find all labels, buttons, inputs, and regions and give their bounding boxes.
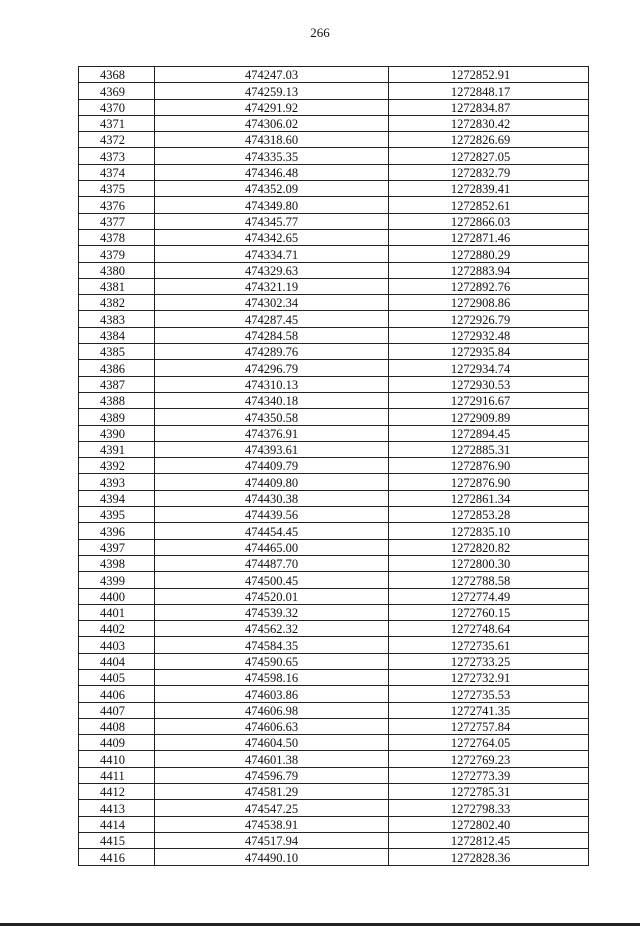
table-row — [79, 99, 589, 115]
y-coordinate-cell: 1272852.91 — [389, 67, 589, 83]
coordinate-table — [78, 66, 589, 866]
x-coordinate-cell: 474321.19 — [155, 278, 389, 294]
table-row — [79, 751, 589, 767]
point-number-cell: 4413 — [79, 800, 155, 816]
x-coordinate-cell: 474310.13 — [155, 376, 389, 392]
table-row — [79, 718, 589, 734]
point-number-cell: 4407 — [79, 702, 155, 718]
y-coordinate-cell: 1272828.36 — [389, 849, 589, 865]
point-number-cell: 4396 — [79, 523, 155, 539]
table-row — [79, 784, 589, 800]
y-coordinate-cell: 1272812.45 — [389, 832, 589, 848]
y-coordinate-cell: 1272748.64 — [389, 621, 589, 637]
x-coordinate-cell: 474517.94 — [155, 832, 389, 848]
x-coordinate-cell: 474259.13 — [155, 83, 389, 99]
y-coordinate-cell: 1272741.35 — [389, 702, 589, 718]
table-row — [79, 278, 589, 294]
y-coordinate-cell: 1272798.33 — [389, 800, 589, 816]
x-coordinate-cell: 474581.29 — [155, 784, 389, 800]
table-row — [79, 767, 589, 783]
point-number-cell: 4384 — [79, 327, 155, 343]
x-coordinate-cell: 474409.80 — [155, 474, 389, 490]
table-row — [79, 376, 589, 392]
table-row — [79, 295, 589, 311]
point-number-cell: 4412 — [79, 784, 155, 800]
y-coordinate-cell: 1272885.31 — [389, 441, 589, 457]
y-coordinate-cell: 1272853.28 — [389, 507, 589, 523]
page-number: 266 — [310, 25, 330, 40]
point-number-cell: 4414 — [79, 816, 155, 832]
y-coordinate-cell: 1272866.03 — [389, 213, 589, 229]
x-coordinate-cell: 474500.45 — [155, 572, 389, 588]
x-coordinate-cell: 474606.63 — [155, 718, 389, 734]
x-coordinate-cell: 474409.79 — [155, 458, 389, 474]
y-coordinate-cell: 1272876.90 — [389, 474, 589, 490]
x-coordinate-cell: 474287.45 — [155, 311, 389, 327]
point-number-cell: 4391 — [79, 441, 155, 457]
x-coordinate-cell: 474562.32 — [155, 621, 389, 637]
y-coordinate-cell: 1272735.61 — [389, 637, 589, 653]
point-number-cell: 4378 — [79, 229, 155, 245]
point-number-cell: 4390 — [79, 425, 155, 441]
y-coordinate-cell: 1272757.84 — [389, 718, 589, 734]
table-row — [79, 604, 589, 620]
point-number-cell: 4369 — [79, 83, 155, 99]
y-coordinate-cell: 1272760.15 — [389, 604, 589, 620]
y-coordinate-cell: 1272800.30 — [389, 555, 589, 571]
x-coordinate-cell: 474329.63 — [155, 262, 389, 278]
point-number-cell: 4398 — [79, 555, 155, 571]
y-coordinate-cell: 1272876.90 — [389, 458, 589, 474]
table-row — [79, 702, 589, 718]
x-coordinate-cell: 474349.80 — [155, 197, 389, 213]
table-row — [79, 67, 589, 83]
table-row — [79, 539, 589, 555]
x-coordinate-cell: 474291.92 — [155, 99, 389, 115]
y-coordinate-cell: 1272839.41 — [389, 181, 589, 197]
x-coordinate-cell: 474296.79 — [155, 360, 389, 376]
table-row — [79, 816, 589, 832]
x-coordinate-cell: 474345.77 — [155, 213, 389, 229]
y-coordinate-cell: 1272788.58 — [389, 572, 589, 588]
x-coordinate-cell: 474584.35 — [155, 637, 389, 653]
x-coordinate-cell: 474430.38 — [155, 490, 389, 506]
y-coordinate-cell: 1272909.89 — [389, 409, 589, 425]
point-number-cell: 4372 — [79, 132, 155, 148]
x-coordinate-cell: 474335.35 — [155, 148, 389, 164]
point-number-cell: 4408 — [79, 718, 155, 734]
x-coordinate-cell: 474302.34 — [155, 295, 389, 311]
point-number-cell: 4415 — [79, 832, 155, 848]
table-row — [79, 523, 589, 539]
table-row — [79, 621, 589, 637]
point-number-cell: 4389 — [79, 409, 155, 425]
x-coordinate-cell: 474284.58 — [155, 327, 389, 343]
point-number-cell: 4383 — [79, 311, 155, 327]
y-coordinate-cell: 1272932.48 — [389, 327, 589, 343]
table-row — [79, 311, 589, 327]
x-coordinate-cell: 474318.60 — [155, 132, 389, 148]
y-coordinate-cell: 1272732.91 — [389, 669, 589, 685]
x-coordinate-cell: 474520.01 — [155, 588, 389, 604]
y-coordinate-cell: 1272820.82 — [389, 539, 589, 555]
table-row — [79, 572, 589, 588]
y-coordinate-cell: 1272926.79 — [389, 311, 589, 327]
y-coordinate-cell: 1272773.39 — [389, 767, 589, 783]
x-coordinate-cell: 474604.50 — [155, 735, 389, 751]
table-row — [79, 832, 589, 848]
table-row — [79, 148, 589, 164]
y-coordinate-cell: 1272826.69 — [389, 132, 589, 148]
x-coordinate-cell: 474601.38 — [155, 751, 389, 767]
point-number-cell: 4368 — [79, 67, 155, 83]
x-coordinate-cell: 474598.16 — [155, 669, 389, 685]
y-coordinate-cell: 1272835.10 — [389, 523, 589, 539]
x-coordinate-cell: 474439.56 — [155, 507, 389, 523]
x-coordinate-cell: 474289.76 — [155, 344, 389, 360]
table-row — [79, 181, 589, 197]
x-coordinate-cell: 474465.00 — [155, 539, 389, 555]
point-number-cell: 4376 — [79, 197, 155, 213]
point-number-cell: 4370 — [79, 99, 155, 115]
table-row — [79, 262, 589, 278]
x-coordinate-cell: 474306.02 — [155, 115, 389, 131]
y-coordinate-cell: 1272785.31 — [389, 784, 589, 800]
table-row — [79, 132, 589, 148]
x-coordinate-cell: 474454.45 — [155, 523, 389, 539]
table-row — [79, 83, 589, 99]
x-coordinate-cell: 474376.91 — [155, 425, 389, 441]
x-coordinate-cell: 474334.71 — [155, 246, 389, 262]
x-coordinate-cell: 474247.03 — [155, 67, 389, 83]
y-coordinate-cell: 1272774.49 — [389, 588, 589, 604]
point-number-cell: 4402 — [79, 621, 155, 637]
y-coordinate-cell: 1272934.74 — [389, 360, 589, 376]
x-coordinate-cell: 474490.10 — [155, 849, 389, 865]
x-coordinate-cell: 474603.86 — [155, 686, 389, 702]
table-row — [79, 653, 589, 669]
point-number-cell: 4400 — [79, 588, 155, 604]
point-number-cell: 4405 — [79, 669, 155, 685]
table-row — [79, 344, 589, 360]
y-coordinate-cell: 1272733.25 — [389, 653, 589, 669]
x-coordinate-cell: 474352.09 — [155, 181, 389, 197]
point-number-cell: 4406 — [79, 686, 155, 702]
y-coordinate-cell: 1272892.76 — [389, 278, 589, 294]
point-number-cell: 4386 — [79, 360, 155, 376]
table-row — [79, 409, 589, 425]
y-coordinate-cell: 1272861.34 — [389, 490, 589, 506]
table-row — [79, 327, 589, 343]
table-row — [79, 392, 589, 408]
table-row — [79, 555, 589, 571]
point-number-cell: 4377 — [79, 213, 155, 229]
point-number-cell: 4416 — [79, 849, 155, 865]
y-coordinate-cell: 1272880.29 — [389, 246, 589, 262]
x-coordinate-cell: 474346.48 — [155, 164, 389, 180]
y-coordinate-cell: 1272834.87 — [389, 99, 589, 115]
point-number-cell: 4401 — [79, 604, 155, 620]
x-coordinate-cell: 474590.65 — [155, 653, 389, 669]
table-row — [79, 458, 589, 474]
x-coordinate-cell: 474342.65 — [155, 229, 389, 245]
table-row — [79, 637, 589, 653]
table-row — [79, 849, 589, 865]
table-row — [79, 197, 589, 213]
y-coordinate-cell: 1272769.23 — [389, 751, 589, 767]
table-row — [79, 686, 589, 702]
point-number-cell: 4409 — [79, 735, 155, 751]
x-coordinate-cell: 474539.32 — [155, 604, 389, 620]
x-coordinate-cell: 474538.91 — [155, 816, 389, 832]
y-coordinate-cell: 1272830.42 — [389, 115, 589, 131]
table-row — [79, 425, 589, 441]
coordinate-table-body — [79, 67, 589, 866]
point-number-cell: 4380 — [79, 262, 155, 278]
point-number-cell: 4403 — [79, 637, 155, 653]
table-row — [79, 474, 589, 490]
x-coordinate-cell: 474606.98 — [155, 702, 389, 718]
table-row — [79, 164, 589, 180]
y-coordinate-cell: 1272802.40 — [389, 816, 589, 832]
point-number-cell: 4397 — [79, 539, 155, 555]
y-coordinate-cell: 1272894.45 — [389, 425, 589, 441]
point-number-cell: 4375 — [79, 181, 155, 197]
point-number-cell: 4388 — [79, 392, 155, 408]
table-row — [79, 360, 589, 376]
table-row — [79, 229, 589, 245]
point-number-cell: 4382 — [79, 295, 155, 311]
y-coordinate-cell: 1272848.17 — [389, 83, 589, 99]
table-row — [79, 735, 589, 751]
point-number-cell: 4411 — [79, 767, 155, 783]
y-coordinate-cell: 1272764.05 — [389, 735, 589, 751]
table-row — [79, 669, 589, 685]
point-number-cell: 4410 — [79, 751, 155, 767]
y-coordinate-cell: 1272735.53 — [389, 686, 589, 702]
point-number-cell: 4374 — [79, 164, 155, 180]
table-row — [79, 115, 589, 131]
table-row — [79, 588, 589, 604]
x-coordinate-cell: 474340.18 — [155, 392, 389, 408]
point-number-cell: 4404 — [79, 653, 155, 669]
table-row — [79, 490, 589, 506]
y-coordinate-cell: 1272916.67 — [389, 392, 589, 408]
point-number-cell: 4393 — [79, 474, 155, 490]
y-coordinate-cell: 1272832.79 — [389, 164, 589, 180]
point-number-cell: 4399 — [79, 572, 155, 588]
point-number-cell: 4394 — [79, 490, 155, 506]
point-number-cell: 4381 — [79, 278, 155, 294]
y-coordinate-cell: 1272930.53 — [389, 376, 589, 392]
x-coordinate-cell: 474350.58 — [155, 409, 389, 425]
point-number-cell: 4392 — [79, 458, 155, 474]
table-row — [79, 441, 589, 457]
point-number-cell: 4395 — [79, 507, 155, 523]
table-row — [79, 800, 589, 816]
table-row — [79, 507, 589, 523]
y-coordinate-cell: 1272871.46 — [389, 229, 589, 245]
x-coordinate-cell: 474547.25 — [155, 800, 389, 816]
y-coordinate-cell: 1272935.84 — [389, 344, 589, 360]
x-coordinate-cell: 474393.61 — [155, 441, 389, 457]
point-number-cell: 4385 — [79, 344, 155, 360]
y-coordinate-cell: 1272852.61 — [389, 197, 589, 213]
table-row — [79, 246, 589, 262]
point-number-cell: 4373 — [79, 148, 155, 164]
y-coordinate-cell: 1272827.05 — [389, 148, 589, 164]
x-coordinate-cell: 474596.79 — [155, 767, 389, 783]
y-coordinate-cell: 1272908.86 — [389, 295, 589, 311]
y-coordinate-cell: 1272883.94 — [389, 262, 589, 278]
point-number-cell: 4371 — [79, 115, 155, 131]
x-coordinate-cell: 474487.70 — [155, 555, 389, 571]
table-row — [79, 213, 589, 229]
point-number-cell: 4387 — [79, 376, 155, 392]
point-number-cell: 4379 — [79, 246, 155, 262]
